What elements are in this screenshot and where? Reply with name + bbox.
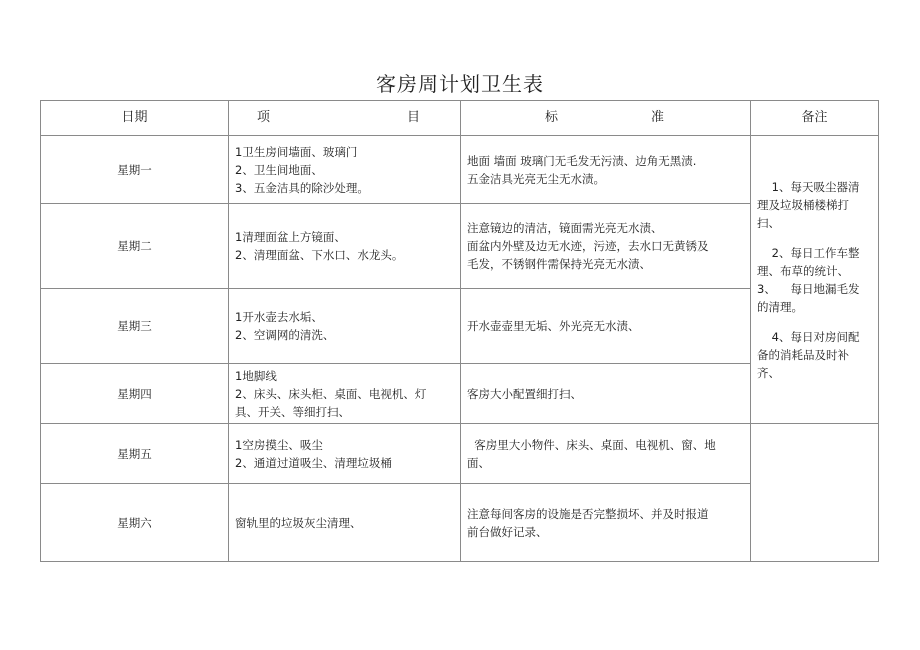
header-item-right: 目 [406,110,420,125]
notes-cell [751,136,879,424]
item-line: 1卫生房间墙面、玻璃门 [235,144,358,159]
day-cell: 星期四 [41,364,229,424]
header-date: 日期 [41,101,229,136]
standard-cell [461,424,751,484]
standard-cell [461,136,751,204]
standard-cell [461,289,751,364]
note-line: 1、每天吸尘器清 [757,179,860,194]
day-cell: 星期三 [41,289,229,364]
header-standard-left: 标 [545,110,559,125]
note-line: 4、每日对房间配 [757,329,860,344]
standard-line: 面、 [467,455,490,470]
standard-line: 毛发，不锈钢件需保持光亮无水渍、 [467,257,651,271]
item-cell [229,364,461,424]
item-line: 1开水壶去水垢、 [235,310,323,324]
item-cell [229,484,461,562]
note-line: 齐、 [757,365,780,380]
standard-line: 注意镜边的清洁，镜面需光亮无水渍、 [467,221,663,235]
standard-line: 前台做好记录、 [467,524,548,539]
note-paragraph [757,328,872,382]
item-line: 2、清理面盆、下水口、水龙头。 [235,248,404,262]
note-line: 扫、 [757,215,780,230]
header-item-left: 项 [257,110,271,125]
item-line: 2、床头、床头柜、桌面、电视机、灯 [235,386,427,401]
item-line: 1空房摸尘、吸尘 [235,437,323,452]
note-line: 2、每日工作车整 [757,245,860,260]
item-line: 2、卫生间地面、 [235,162,323,177]
table-row [41,136,879,204]
item-cell [229,289,461,364]
schedule-table [40,100,879,562]
item-line: 1清理面盆上方镜面、 [235,230,346,244]
item-cell [229,424,461,484]
item-line: 2、通道过道吸尘、清理垃圾桶 [235,455,392,470]
header-row [41,101,879,136]
item-cell [229,204,461,289]
standard-cell [461,364,751,424]
standard-line: 五金洁具光亮无尘无水渍。 [467,171,605,186]
header-standard-right: 准 [650,110,664,125]
item-line: 具、开关、等细打扫、 [235,404,350,419]
note-line: 理、布草的统计、 [757,263,849,278]
item-line: 窗轨里的垃圾灰尘清理、 [235,515,362,530]
standard-line: 面盆内外壁及边无水迹，污迹，去水口无黄锈及 [467,239,709,253]
note-line: 3、 每日地漏毛发 [757,281,860,296]
standard-line: 客房大小配置细打扫、 [467,386,582,401]
header-standard [461,101,751,136]
item-line: 2、空调网的清洗、 [235,328,335,342]
table-row [41,424,879,484]
standard-line: 地面 墙面 玻璃门无毛发无污渍、边角无黑渍. [467,153,697,168]
standard-cell [461,204,751,289]
note-line: 的清理。 [757,299,803,314]
standard-line: 客房里大小物件、床头、桌面、电视机、窗、地 [467,437,716,452]
item-cell [229,136,461,204]
standard-line: 注意每间客房的设施是否完整损坏、并及时报道 [467,506,709,521]
page-title: 客房周计划卫生表 [376,72,544,96]
standard-line: 开水壶壶里无垢、外光亮无水渍、 [467,319,640,333]
item-line: 3、五金洁具的除沙处理。 [235,180,369,195]
item-line: 1地脚线 [235,368,277,383]
note-line: 备的消耗品及时补 [757,347,849,362]
day-cell: 星期六 [41,484,229,562]
day-cell: 星期一 [41,136,229,204]
header-notes: 备注 [751,101,879,136]
note-paragraph [757,244,872,316]
note-line: 理及垃圾桶楼梯打 [757,197,849,212]
note-paragraph [757,178,872,232]
day-cell: 星期五 [41,424,229,484]
notes-empty-cell [751,424,879,562]
day-cell: 星期二 [41,204,229,289]
standard-cell [461,484,751,562]
header-item [229,101,461,136]
